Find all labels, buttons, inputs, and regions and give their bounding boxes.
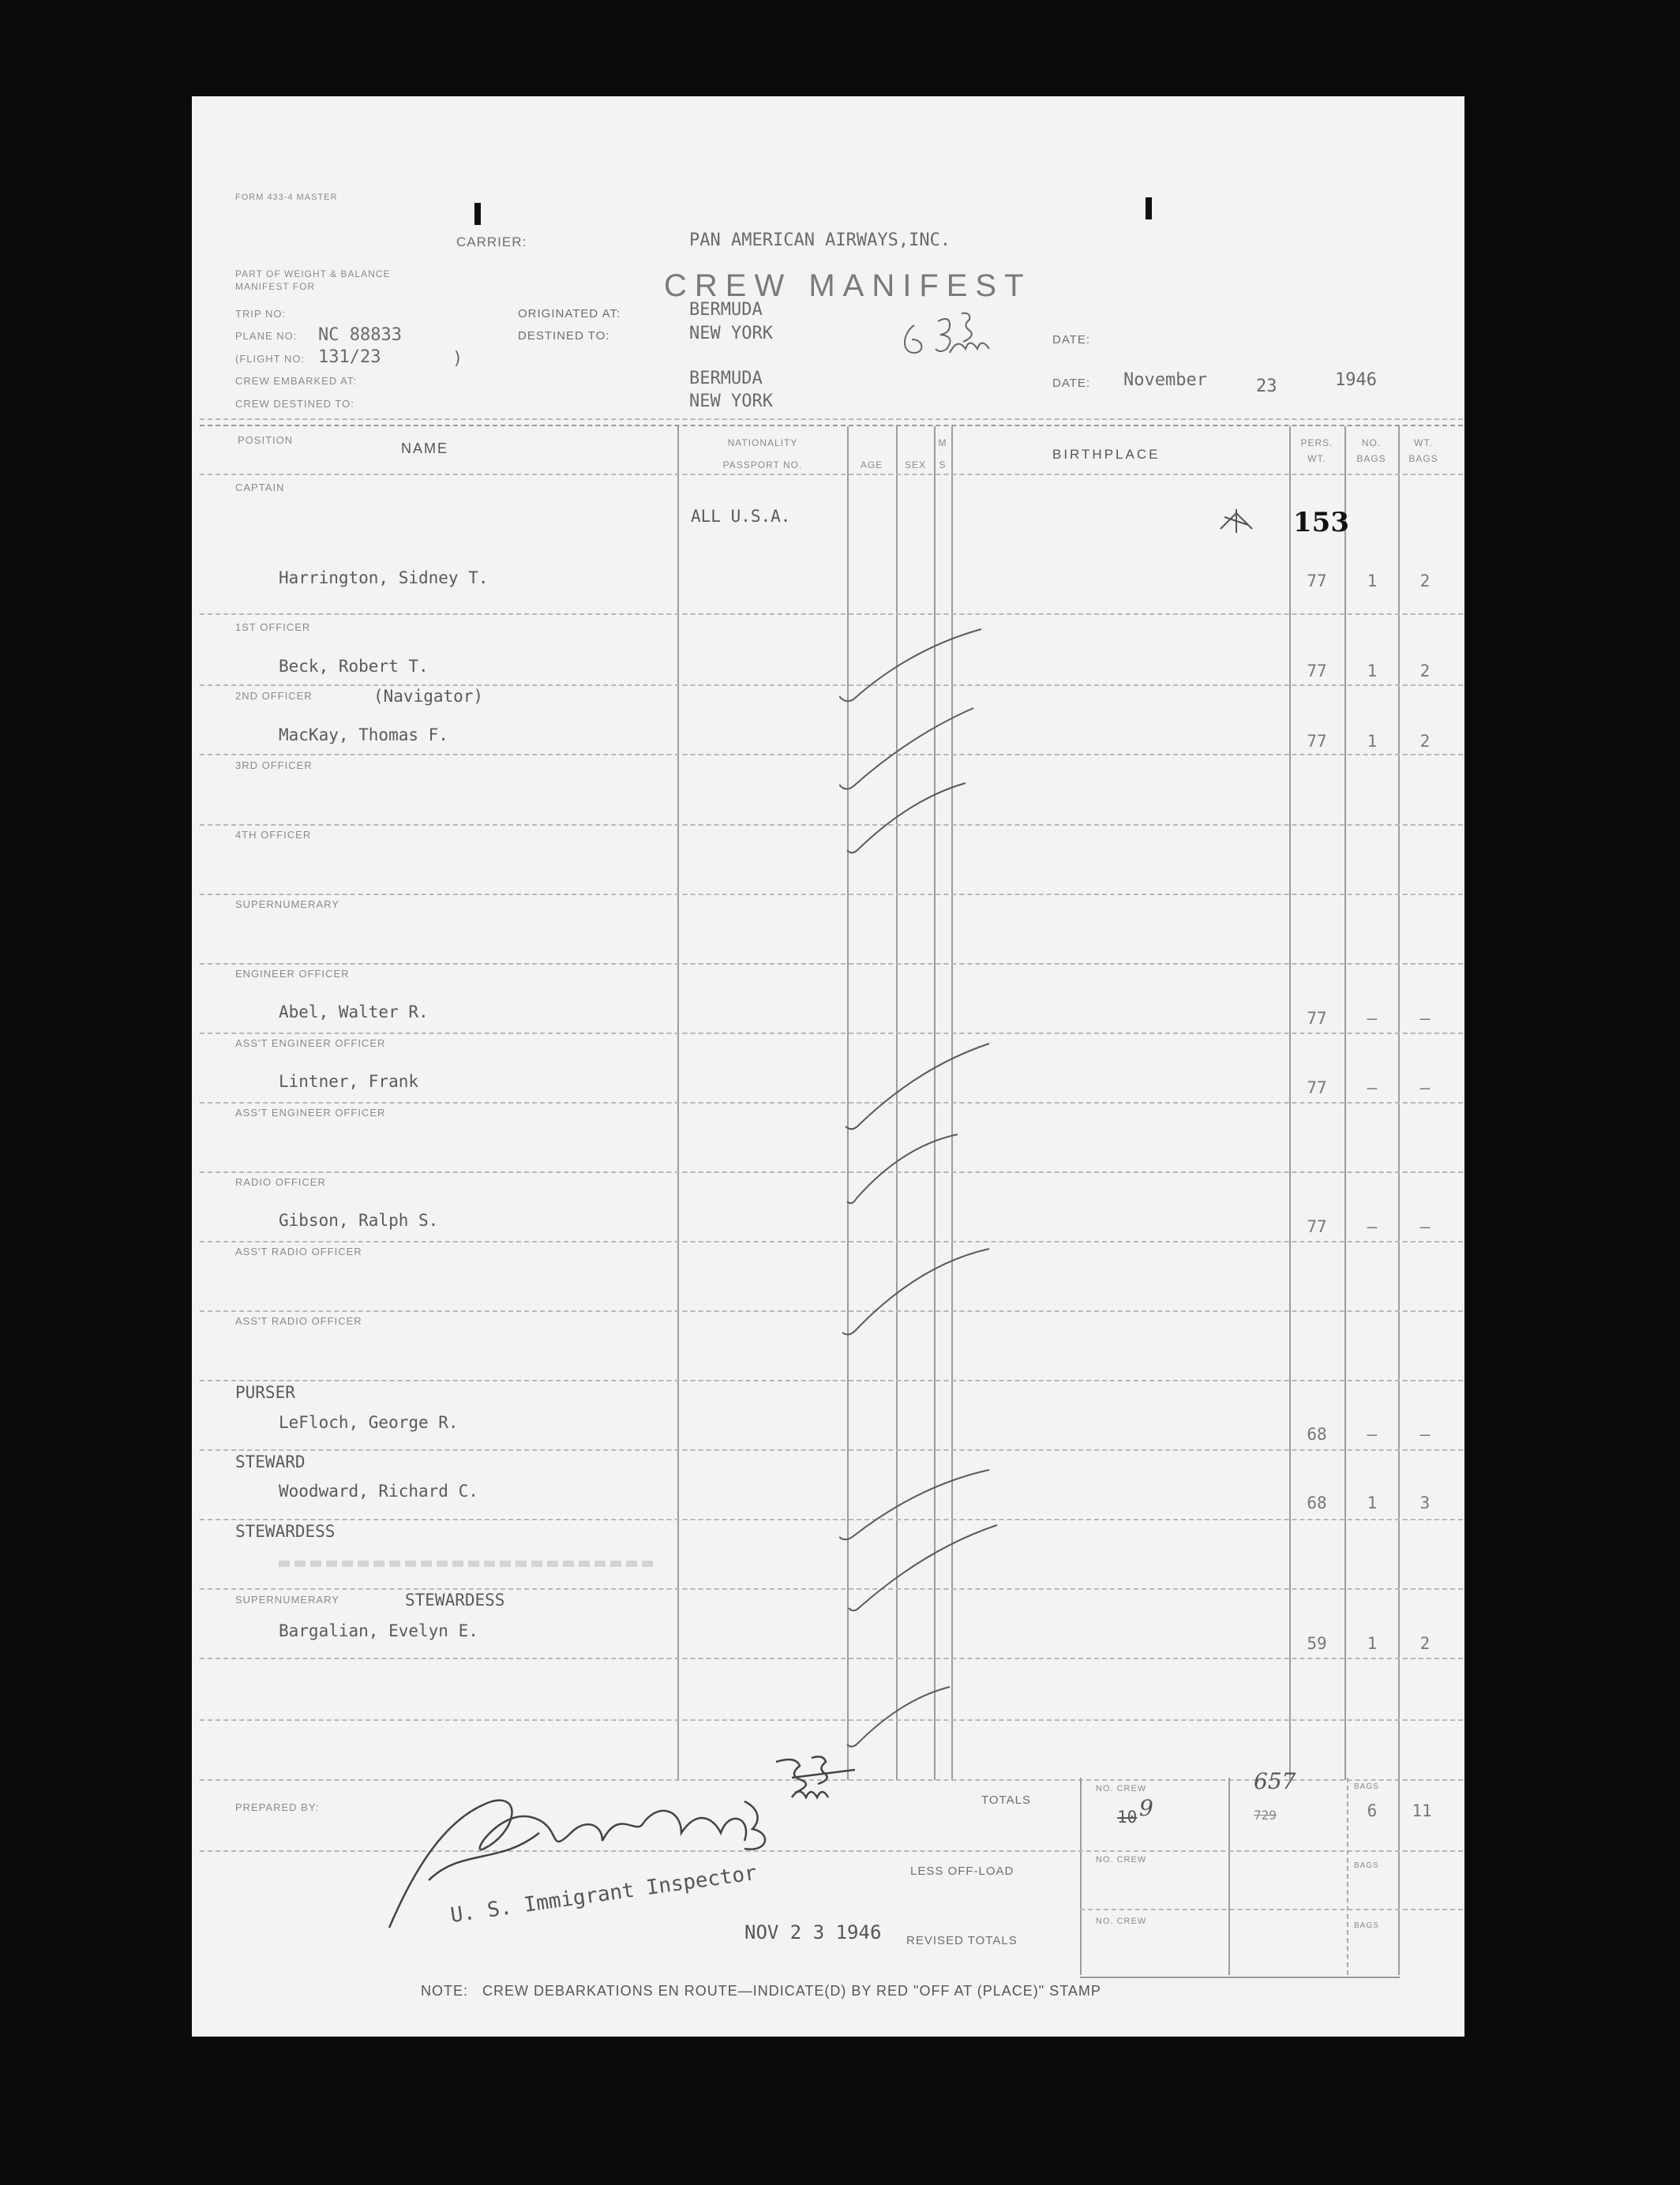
crew-weight: 68 [1307,1494,1327,1512]
position-asst-engineer: ASS'T ENGINEER OFFICER [235,1037,386,1049]
totals-divider [1398,1778,1400,1975]
no-crew-label: NO. CREW [1096,1784,1147,1793]
position-asst-radio-2: ASS'T RADIO OFFICER [235,1315,362,1327]
col-s: S [939,459,947,470]
crew-embarked-label: CREW EMBARKED AT: [235,375,358,387]
position-super-stewardess-2: STEWARDESS [405,1591,505,1610]
flight-no-close: ) [452,349,463,369]
row-rule [200,1719,1463,1721]
carrier-label: CARRIER: [456,234,527,249]
totals-divider [1228,1778,1230,1975]
col-wt-bags: WT. [1414,437,1433,448]
date-year: 1946 [1335,370,1377,390]
destined-value: NEW YORK [689,324,773,343]
row-rule [200,1033,1463,1034]
crew-weight: 77 [1307,1078,1327,1097]
crew-bags: – [1367,1217,1378,1236]
crew-wt-bags: 2 [1419,661,1431,680]
faded-entry [279,1561,658,1567]
punch-mark [474,203,481,225]
row-rule [200,894,1463,895]
crew-name: Harrington, Sidney T. [279,568,489,587]
crew-weight: 59 [1307,1634,1327,1653]
no-crew-label-2: NO. CREW [1096,1855,1147,1865]
crew-weight: 77 [1307,732,1327,751]
position-stewardess: STEWARDESS [235,1522,336,1541]
crew-name: LeFloch, George R. [279,1413,459,1432]
row-rule [200,613,1463,615]
crew-wt-bags: – [1419,1217,1431,1236]
crew-name: Lintner, Frank [279,1072,419,1091]
col-no-bags-2: BAGS [1356,453,1386,464]
crew-bags: 1 [1367,661,1378,680]
check-marks [839,538,1202,1770]
totals-divider [1080,1778,1082,1975]
crew-name: Gibson, Ralph S. [279,1211,439,1230]
date-label: DATE: [1052,377,1091,390]
form-number: FORM 433-4 MASTER [235,193,338,202]
row-rule [200,1102,1463,1104]
handwritten-total: 153 [1293,507,1349,538]
crew-name: Abel, Walter R. [279,1003,429,1021]
crew-wt-bags: – [1419,1078,1431,1097]
originated-value: BERMUDA [689,300,763,320]
crew-name: MacKay, Thomas F. [279,725,448,744]
crew-wt-bags: 2 [1419,732,1431,751]
row-rule [200,1519,1463,1520]
trip-no-label: TRIP NO: [235,308,287,320]
col-name: NAME [401,440,449,456]
header-bottom-rule [200,474,1463,475]
position-asst-radio: ASS'T RADIO OFFICER [235,1246,362,1257]
page-title: CREW MANIFEST [664,268,1032,303]
col-passport: PASSPORT NO. [722,459,803,470]
part-of-label: PART OF WEIGHT & BALANCE [235,268,391,279]
crew-weight: 77 [1307,1009,1327,1028]
crew-count: 9 [1139,1795,1153,1821]
handwritten-time [855,357,858,358]
position-super-stewardess: SUPERNUMERARY [235,1594,339,1606]
crew-bags: 1 [1367,1494,1378,1512]
table-top-rule-2 [200,425,1463,426]
col-sex: SEX [904,459,926,470]
totals-label: TOTALS [981,1793,1031,1807]
col-age: AGE [860,459,883,470]
crew-name: Bargalian, Evelyn E. [279,1621,478,1640]
totals-divider [1347,1778,1348,1975]
row-rule [200,1588,1463,1590]
bags-label-3: BAGS [1354,1921,1379,1930]
position-steward: STEWARD [235,1452,306,1471]
inspector-stamp: U. S. Immigrant Inspector [448,1861,759,1928]
col-pers-wt-2: WT. [1307,453,1326,464]
row-rule [200,1310,1463,1312]
totals-bottom [1080,1977,1400,1978]
row-rule [200,1241,1463,1242]
less-offload-label: LESS OFF-LOAD [910,1865,1014,1878]
crew-wt-bags: – [1419,1009,1431,1028]
row-rule [200,754,1463,755]
plane-no-value: NC 88833 [318,325,402,345]
crew-bags: 1 [1367,732,1378,751]
wt-bags-total: 11 [1412,1801,1432,1820]
bags-label-2: BAGS [1354,1861,1379,1870]
destined-label: DESTINED TO: [518,329,610,343]
row-rule [200,1449,1463,1451]
prepared-by-label: PREPARED BY: [235,1801,320,1813]
position-fourth-officer: 4TH OFFICER [235,829,312,841]
totals-rule [1080,1909,1463,1910]
position-supernumerary: SUPERNUMERARY [235,898,339,910]
position-second-officer: 2ND OFFICER [235,690,313,702]
punch-mark [1146,197,1152,219]
row-rule [200,1380,1463,1381]
crew-weight: 77 [1307,572,1327,590]
crew-count-struck: 10 [1117,1808,1138,1827]
col-nationality: NATIONALITY [727,437,798,448]
col-wt-bags-2: BAGS [1408,453,1438,464]
crew-wt-bags: 3 [1419,1494,1431,1512]
crew-weight: 68 [1307,1425,1327,1444]
handwritten-time-mark [894,309,1005,373]
col-birthplace: BIRTHPLACE [1052,447,1161,462]
footer-note: NOTE: CREW DEBARKATIONS EN ROUTE—INDICATE(D) BY RED "OFF AT (PLACE)" STAMP [421,1983,1101,1999]
navigator-note: (Navigator) [373,687,484,706]
no-crew-label-3: NO. CREW [1096,1917,1147,1926]
manifest-document [192,96,1464,2037]
position-purser: PURSER [235,1383,295,1402]
col-no-bags: NO. [1361,437,1382,448]
weight-hand: 657 [1254,1768,1296,1794]
date-day: 23 [1256,377,1277,396]
bags-count: 6 [1367,1801,1378,1820]
plane-no-label: PLANE NO: [235,330,298,342]
nationality-note: ALL U.S.A. [691,507,791,526]
crew-name: Beck, Robert T. [279,657,429,676]
flight-no-value: 131/23 [318,347,381,367]
manifest-for-label: MANIFEST FOR [235,281,316,292]
stamp-date: NOV 2 3 1946 [744,1921,882,1943]
position-asst-engineer-2: ASS'T ENGINEER OFFICER [235,1107,386,1119]
carrier-name: PAN AMERICAN AIRWAYS,INC. [689,230,951,250]
bags-label: BAGS [1354,1782,1379,1791]
crew-wt-bags: – [1419,1425,1431,1444]
crew-bags: 1 [1367,1634,1378,1653]
row-rule [200,1658,1463,1659]
asterisk-mark [1217,505,1256,537]
row-rule [200,1171,1463,1173]
flight-no-label: (FLIGHT NO: [235,353,306,365]
crew-wt-bags: 2 [1419,1634,1431,1653]
table-top-rule [200,418,1463,420]
signature-time [902,1872,906,1873]
crew-bags: 1 [1367,572,1378,590]
col-position: POSITION [238,434,294,446]
crew-bags: – [1367,1009,1378,1028]
crew-bags: – [1367,1078,1378,1097]
crew-weight: 77 [1307,661,1327,680]
crew-destined-value: NEW YORK [689,392,773,411]
position-first-officer: 1ST OFFICER [235,621,311,633]
originated-label: ORIGINATED AT: [518,307,621,320]
crew-bags: – [1367,1425,1378,1444]
row-rule [200,684,1463,686]
crew-wt-bags: 2 [1419,572,1431,590]
date-label-top: DATE: [1052,333,1091,347]
row-rule [200,824,1463,826]
weight-typed: 729 [1254,1808,1277,1823]
date-month: November [1123,370,1207,390]
col-pers-wt: PERS. [1300,437,1333,448]
revised-totals-label: REVISED TOTALS [906,1934,1018,1947]
position-captain: CAPTAIN [235,482,285,493]
col-m: M [938,437,947,448]
position-engineer-officer: ENGINEER OFFICER [235,968,350,980]
position-radio-officer: RADIO OFFICER [235,1176,326,1188]
position-third-officer: 3RD OFFICER [235,759,313,771]
crew-name: Woodward, Richard C. [279,1482,478,1501]
embarked-value: BERMUDA [689,369,763,388]
crew-destined-label: CREW DESTINED TO: [235,398,354,410]
row-rule [200,963,1463,965]
crew-weight: 77 [1307,1217,1327,1236]
